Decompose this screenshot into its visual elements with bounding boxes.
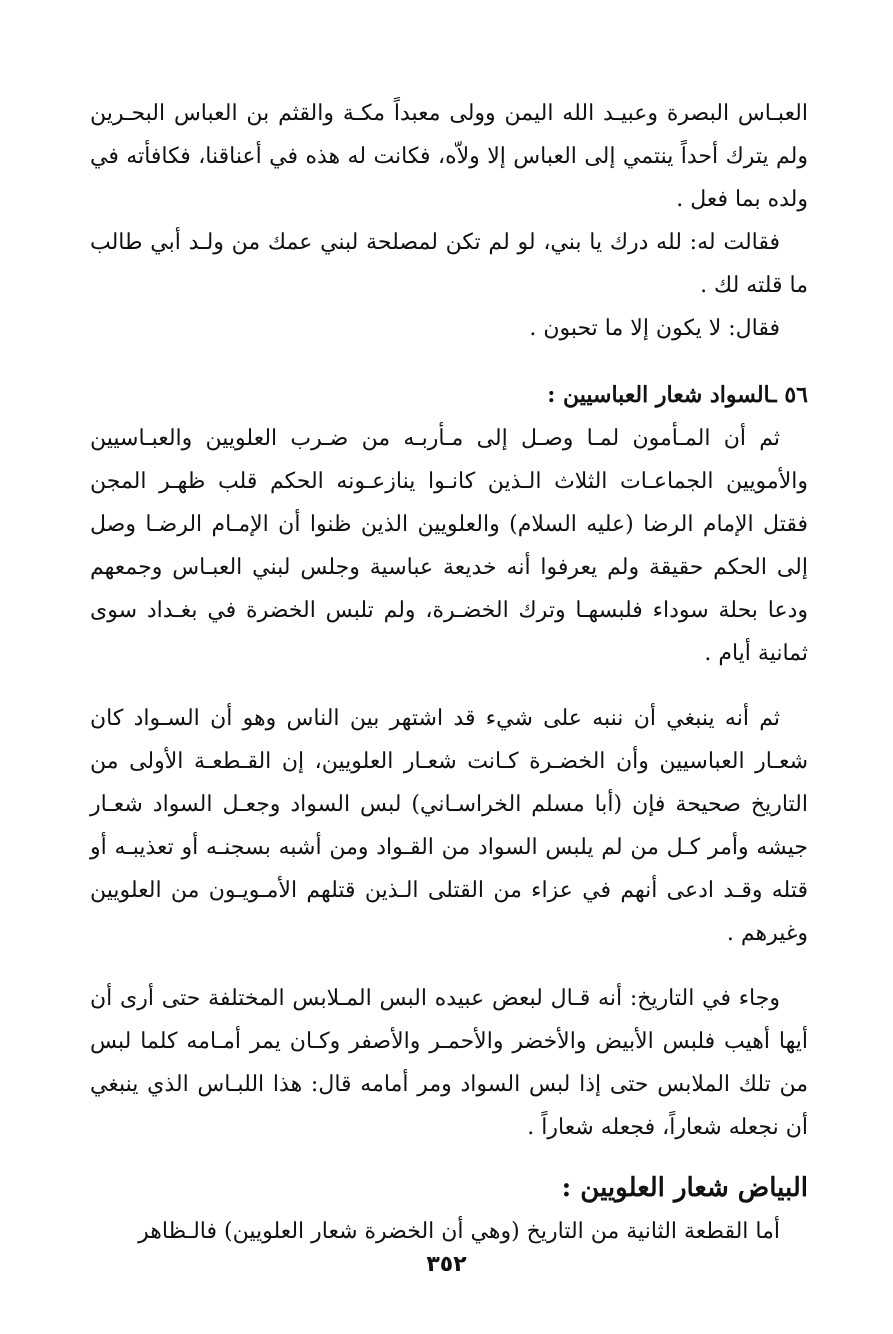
paragraph-she-said: فقالت له: لله درك يا بني، لو لم تكن لمصلحة لبني عمك من ولـد أبي طالب ما قلته لك .	[90, 230, 808, 298]
paragraph-mamun-black: ثم أن المـأمون لمـا وصـل إلى مـأربـه من ضـرب العلويين والعبـاسيين والأمويين الجماعـات الثلاث الـذين كانـوا ينازعـونه الحكم قلب ظهـر المجن فقتل الإمام الرضا (عليه السلام) والعلويين الذين ظنوا أن الإمـام الرضـا وصل إلى الحكم حقيقة ولم يعرفوا أنه خديعة عباسية وجلس لبني العبـاس وجمعهم ودعا بحلة سوداء فلبسهـا وترك الخضـرة، ولم تلبس الخضرة في بغـداد سوى ثمانية أيام .	[90, 426, 808, 666]
paragraph-green-alawite: أما القطعة الثانية من التاريخ (وهي أن الخضرة شعار العلويين) فالـظاهر	[138, 1219, 780, 1244]
paragraph-he-said: فقال: لا يكون إلا ما تحبون .	[529, 316, 780, 341]
section-heading-56: ٥٦ ـالسواد شعار العباسيين :	[547, 382, 808, 408]
page-body	[90, 92, 808, 1312]
paragraph-black-abbasid-emblem: ثم أنه ينبغي أن ننبه على شيء قد اشتهر بين الناس وهو أن السـواد كان شعـار العباسيين وأن الخضـرة كـانت شعـار العلويين، إن القـطعـة الأولى من التاريخ صحيحة فإن (أبا مسلم الخراسـاني) لبس السواد وجعـل السواد شعـار جيشه وأمر كـل من لم يلبس السواد من القـواد ومن أشبه بسجنـه أو تعذيبـه أو قتله وقـد ادعى أنهم في عزاء من القتلى الـذين قتلهم الأمـويـون من العلويين وغيرهم .	[90, 706, 808, 946]
page-number: ٣٥٢	[426, 1252, 467, 1277]
section-heading-white-alawite: البياض شعار العلويين :	[561, 1173, 808, 1203]
paragraph-clothes-story: وجاء في التاريخ: أنه قـال لبعض عبيده البس المـلابس المختلفة حتى أرى أن أيها أهيب فلبس الأبيض والأخضر والأحمـر والأصفر وكـان يمر أمـامه كلما لبس من تلك الملابس حتى إذا لبس السواد ومر أمامه قال: هذا اللبـاس الذي ينبغي أن نجعله شعاراً، فجعله شعاراً .	[90, 986, 808, 1140]
paragraph-abbas-governors: العبـاس البصرة وعبيـد الله اليمن وولى معبداً مكـة والقثم بن العباس البحـرين ولم يترك أحداً ينتمي إلى العباس إلا ولاّه، فكانت له هذه في أعناقنا، فكافأته في ولده بما فعل .	[90, 101, 808, 212]
